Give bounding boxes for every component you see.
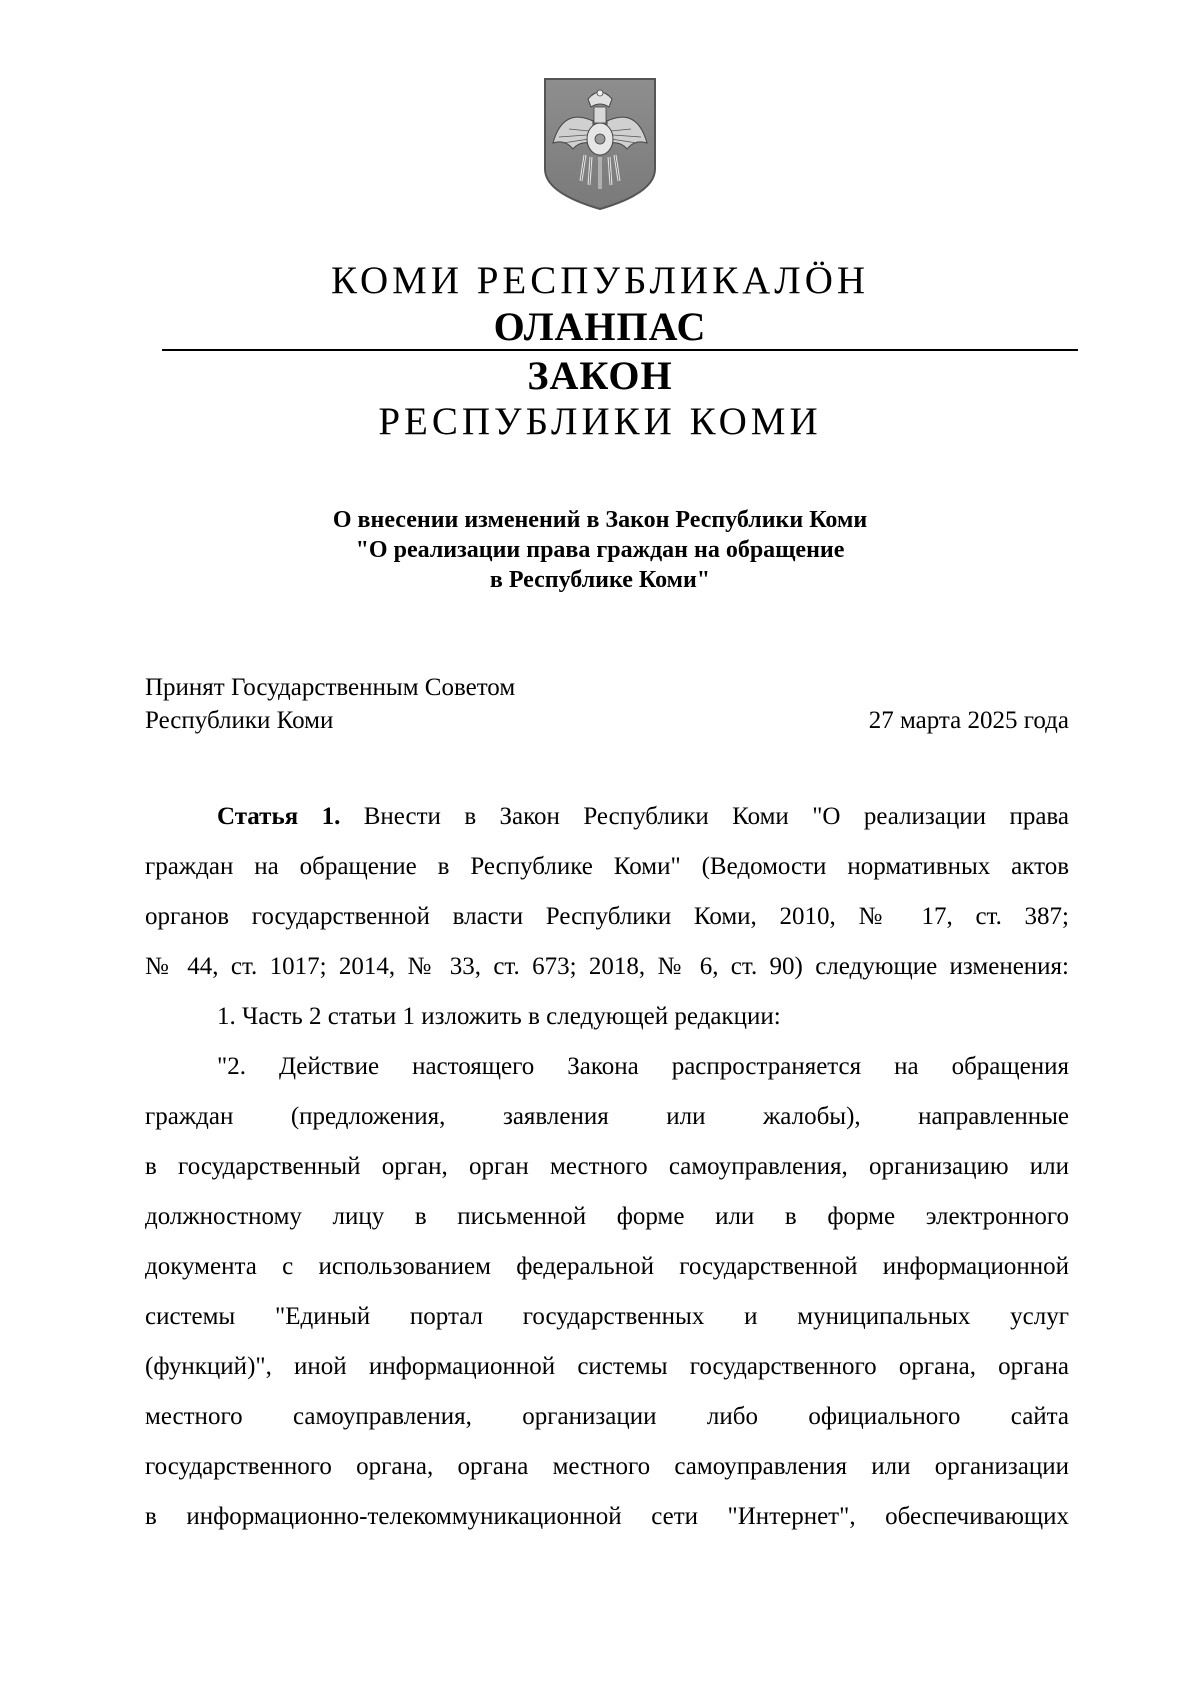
paragraph-line: местного самоуправления, организации либо официального сайта	[145, 1403, 1069, 1430]
paragraph-line: в государственный орган, орган местного самоуправления, организацию или	[145, 1153, 1069, 1180]
paragraph-line: 1. Часть 2 статьи 1 изложить в следующей редакции:	[217, 1003, 781, 1030]
paragraph-line: системы "Единый портал государственных и муниципальных услуг	[145, 1303, 1069, 1330]
title-line: в Республике Коми"	[489, 567, 711, 593]
header-republic-komi: РЕСПУБЛИКИ КОМИ	[378, 400, 822, 443]
paragraph-line: в информационно-телекоммуникационной сети "Интернет", обеспечивающих	[145, 1503, 1069, 1530]
paragraph-line: должностному лицу в письменной форме или в форме электронного	[145, 1203, 1069, 1230]
paragraph-line: граждан на обращение в Республике Коми" (Ведомости нормативных актов	[145, 853, 1069, 880]
document-title	[100, 505, 1100, 595]
title-line: О внесении изменений в Закон Республики Коми	[332, 507, 868, 533]
paragraph-line: государственного органа, органа местного самоуправления или организации	[145, 1453, 1069, 1480]
paragraph-line: документа с использованием федеральной государственной информационной	[145, 1253, 1069, 1280]
title-line: "О реализации права граждан на обращение	[355, 537, 845, 563]
paragraph-line: органов государственной власти Республики Коми, 2010, № 17, ст. 387;	[145, 903, 1069, 930]
adopted-by	[145, 671, 515, 737]
paragraph-line: (функций)", иной информационной системы государственного органа, органа	[145, 1353, 1069, 1380]
header-divider	[162, 349, 1078, 351]
paragraph-line: граждан (предложения, заявления или жалобы), направленные	[145, 1103, 1069, 1130]
coat-of-arms-emblem	[543, 77, 657, 211]
article-heading: Статья 1.	[217, 803, 341, 830]
adopted-by-line: Республики Коми	[145, 707, 334, 734]
header-law: ЗАКОН	[527, 353, 673, 398]
header-komi-republic: КОМИ РЕСПУБЛИКАЛӦН	[330, 259, 870, 302]
paragraph-line	[145, 800, 1069, 850]
article-text: Внести в Закон Республики Коми "О реализации права	[363, 803, 1069, 830]
article-1	[145, 800, 1069, 1550]
paragraph-line: "2. Действие настоящего Закона распространяется на обращения	[217, 1053, 1069, 1080]
adopted-by-line: Принят Государственным Советом	[145, 674, 516, 701]
adopted-date: 27 марта 2025 года	[868, 707, 1069, 734]
header-komi-law: ОЛАНПАС	[493, 304, 707, 349]
paragraph-line: № 44, ст. 1017; 2014, № 33, ст. 673; 2018, № 6, ст. 90) следующие изменения:	[145, 953, 1069, 980]
